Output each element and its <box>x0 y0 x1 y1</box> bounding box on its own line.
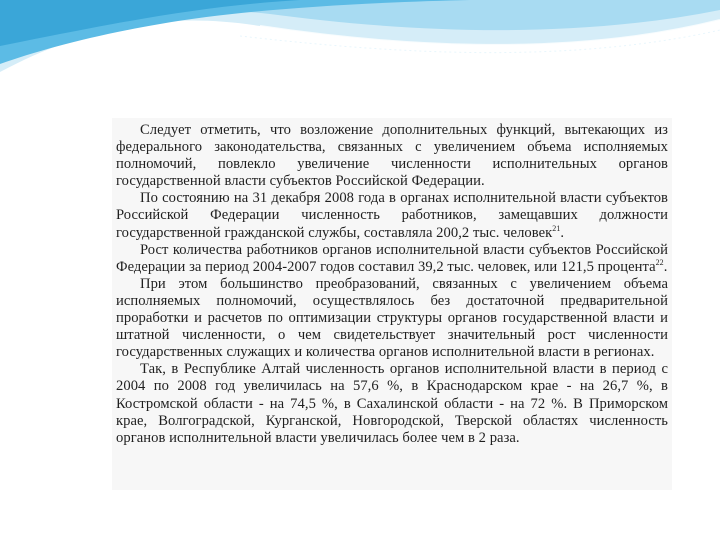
paragraph-1 <box>116 122 668 190</box>
footnote-21: 21 <box>552 223 561 233</box>
paragraph-4 <box>116 276 668 361</box>
paragraph-3 <box>116 242 668 276</box>
footnote-22: 22 <box>655 257 664 267</box>
paragraph-2-text: По состоянию на 31 декабря 2008 года в органах исполнительной власти субъектов Российской Федерации численность работников, замещавших должности государственной гражданской службы, составляла 200,2 тыс. человек <box>116 190 668 241</box>
paragraph-2 <box>116 190 668 241</box>
paragraph-5 <box>116 361 668 446</box>
decorative-wave-header <box>0 0 720 110</box>
document-body <box>116 122 668 447</box>
paragraph-1-text: Следует отметить, что возложение дополнительных функций, вытекающих из федерального законодательства, связанных с увеличением объема исполняемых полномочий, повлекло увеличение численности исполнительных органов государственной власти субъектов Российской Федерации. <box>116 122 668 190</box>
paragraph-2-tail: . <box>560 224 565 241</box>
paragraph-5-text: Так, в Республике Алтай численность органов исполнительной власти в период с 2004 по 2008 год увеличилась на 57,6 %, в Краснодарском крае - на 26,7 %, в Костромской области - на 74,5 %, в Сахалинской области - на 72 %. В Приморском крае, Волгоградской, Курганской, Новгородской, Тверской областях численность органов исполнительной власти увеличилась более чем в 2 раза. <box>116 361 668 446</box>
paragraph-3-text: Рост количества работников органов исполнительной власти субъектов Российской Федерации за период 2004-2007 годов составил 39,2 тыс. человек, или 121,5 процента <box>116 241 668 275</box>
paragraph-4-text: При этом большинство преобразований, связанных с увеличением объема исполняемых полномочий, осуществлялось без достаточной предварительной проработки и расчетов по оптимизации структуры органов государственной власти и штатной численности, о чем свидетельствует значительный рост численности государственных служащих и количества органов исполнительной власти в регионах. <box>116 275 668 361</box>
paragraph-3-tail: . <box>663 258 668 275</box>
